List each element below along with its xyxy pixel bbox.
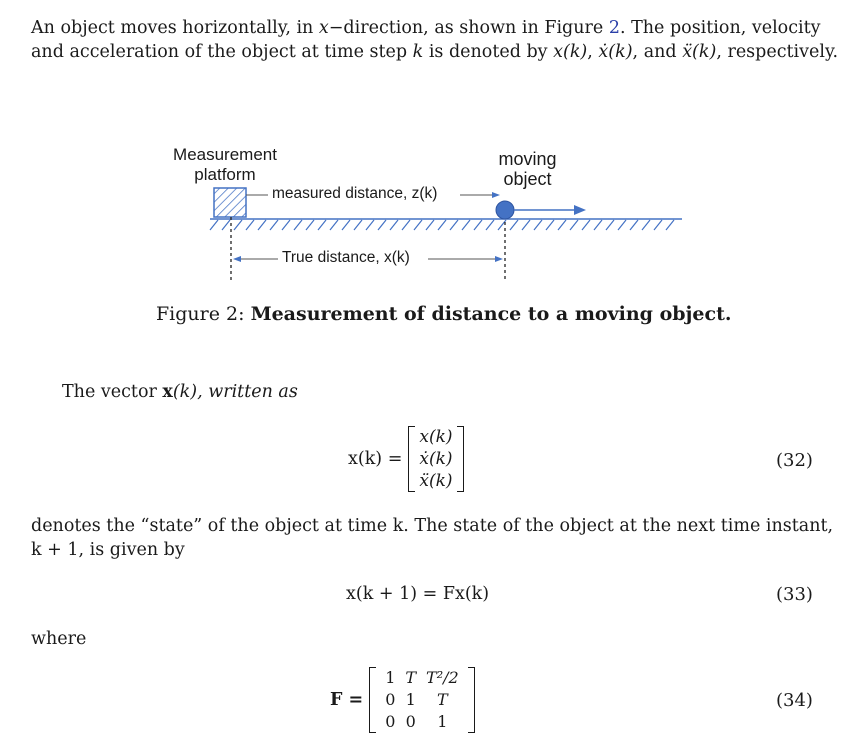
transition-matrix-table <box>380 667 464 733</box>
ground-hatching <box>210 220 674 230</box>
right-bracket <box>468 667 475 733</box>
intro-paragraph <box>31 16 839 64</box>
left-bracket <box>408 426 415 492</box>
equation-33: x(k + 1) = Fx(k) <box>346 584 490 604</box>
vector-intro: The vector x(k), written as <box>62 382 298 402</box>
matrix-entry-acceleration: ẍ(k) <box>419 471 453 491</box>
matrix-row: 1 T T²/2 <box>385 668 459 687</box>
matrix-entry-position: x(k) <box>419 427 453 447</box>
state-vector-matrix <box>408 426 463 492</box>
equation-34 <box>330 662 475 738</box>
state-paragraph: denotes the “state” of the object at time k. The state of the object at the next time instant, k + 1, is given by <box>31 516 834 560</box>
matrix-row: 0 0 1 <box>385 712 448 731</box>
equation-number-33: (33) <box>776 584 813 605</box>
intro-line-2: and acceleration of the object at time step k is denoted by x(k), ẋ(k), and ẍ(k), respectively. <box>31 42 839 62</box>
measurement-platform <box>214 188 246 217</box>
equation-number-34: (34) <box>776 690 813 711</box>
true-distance-label: True distance, x(k) <box>282 249 410 266</box>
matrix-row: 0 1 T <box>385 690 448 709</box>
measured-distance-label: measured distance, z(k) <box>272 185 438 202</box>
platform-label: Measurement platform <box>173 145 277 184</box>
figure-reference-link[interactable]: 2 <box>608 18 620 38</box>
equation-number-32: (32) <box>776 450 813 471</box>
distance-figure <box>0 130 850 290</box>
equation-32 <box>348 423 464 495</box>
moving-object-dot <box>496 201 514 219</box>
figure-caption: Figure 2: Measurement of distance to a moving object. <box>156 303 732 325</box>
eq32-lhs: x(k) = <box>348 449 403 469</box>
matrix-entry-velocity: ẋ(k) <box>419 449 453 469</box>
intro-line-1: An object moves horizontally, in x−direction, as shown in Figure 2. The position, velocity <box>31 18 821 38</box>
left-bracket <box>369 667 376 733</box>
right-bracket <box>457 426 464 492</box>
object-label: moving object <box>498 149 557 189</box>
where-text: where <box>31 629 87 649</box>
transition-matrix <box>369 667 475 733</box>
eq34-lhs: F = <box>330 690 364 710</box>
